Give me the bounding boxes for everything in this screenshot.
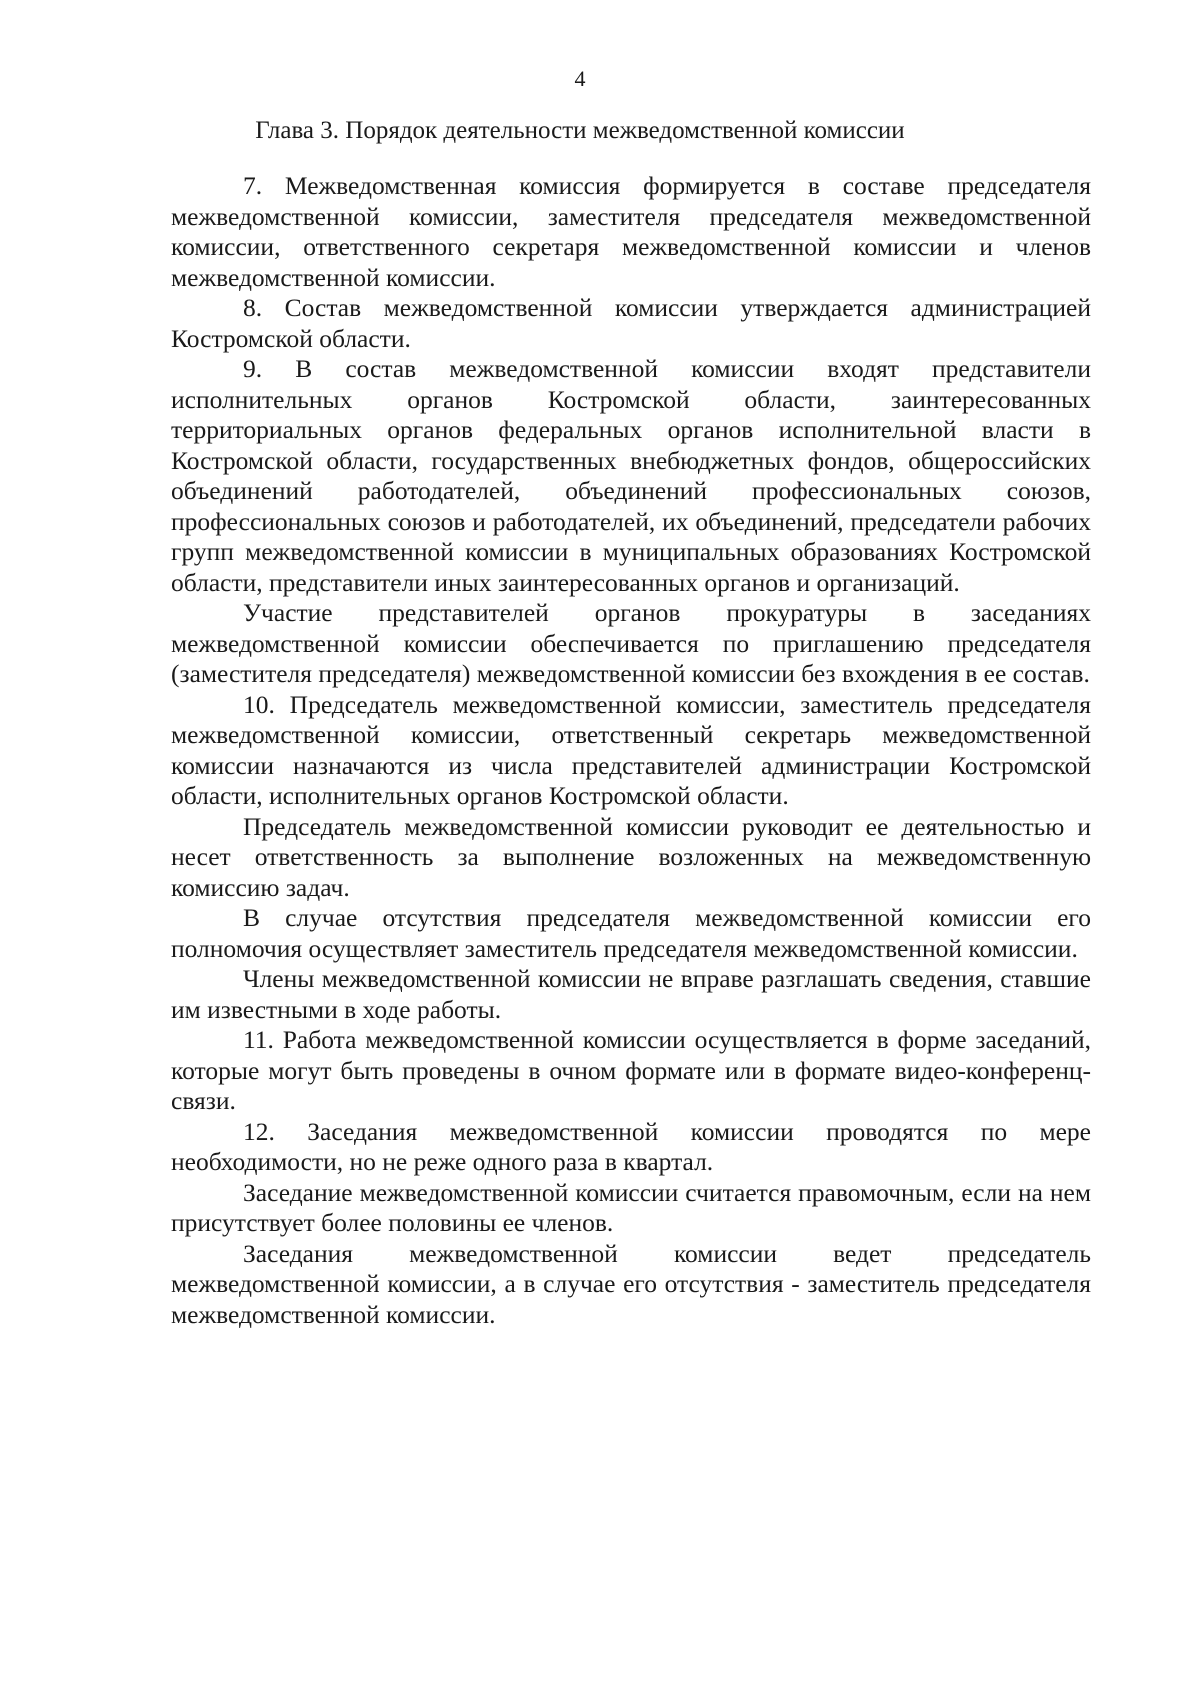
paragraph-10: 10. Председатель межведомственной комиссии, заместитель председателя межведомственной комиссии, ответственный секретарь межведомственной комиссии назначаются из числа представителей администрации Костромской области, исполнительных органов Костромской области. (171, 689, 1091, 810)
paragraph-10-members: Члены межведомственной комиссии не вправе разглашать сведения, ставшие им известными в ходе работы. (171, 964, 1091, 1024)
paragraph-9: 9. В состав межведомственной комиссии входят представители исполнительных органов Костромской области, заинтересованных территориальных органов федеральных органов исполнительной власти в Костромской области, государственных внебюджетных фондов, общероссийских объединений работодателей, объединений профессиональных союзов, профессиональных союзов и работодателей, их объединений, председатели рабочих групп межведомственной комиссии в муниципальных образованиях Костромской области, представители иных заинтересованных органов и организаций. (171, 354, 1091, 597)
paragraph-9-prosecutor: Участие представителей органов прокуратуры в заседаниях межведомственной комиссии обеспечивается по приглашению председателя (заместителя председателя) межведомственной комиссии без вхождения в ее состав. (171, 598, 1091, 688)
paragraph-12: 12. Заседания межведомственной комиссии проводятся по мере необходимости, но не реже одного раза в квартал. (171, 1116, 1091, 1176)
paragraph-10-absence: В случае отсутствия председателя межведомственной комиссии его полномочия осуществляет заместитель председателя межведомственной комиссии. (171, 903, 1091, 963)
paragraph-12-presiding: Заседания межведомственной комиссии ведет председатель межведомственной комиссии, а в случае его отсутствия - заместитель председателя межведомственной комиссии. (171, 1238, 1091, 1329)
page-number: 4 (574, 66, 586, 91)
paragraph-11: 11. Работа межведомственной комиссии осуществляется в форме заседаний, которые могут быть проведены в очном формате или в формате видео-конференц-связи. (171, 1025, 1091, 1115)
paragraph-10-chairman: Председатель межведомственной комиссии руководит ее деятельностью и несет ответственность за выполнение возложенных на межведомственную комиссию задач. (171, 811, 1091, 902)
paragraph-8: 8. Состав межведомственной комиссии утверждается администрацией Костромской области. (171, 293, 1091, 353)
paragraph-12-quorum: Заседание межведомственной комиссии считается правомочным, если на нем присутствует более половины ее членов. (171, 1177, 1091, 1237)
chapter-title: Глава 3. Порядок деятельности межведомственной комиссии (255, 117, 905, 144)
document-body (171, 171, 1091, 1330)
paragraph-7: 7. Межведомственная комиссия формируется в составе председателя межведомственной комиссии, заместителя председателя межведомственной комиссии, ответственного секретаря межведомственной комиссии и членов межведомственной комиссии. (171, 171, 1091, 292)
